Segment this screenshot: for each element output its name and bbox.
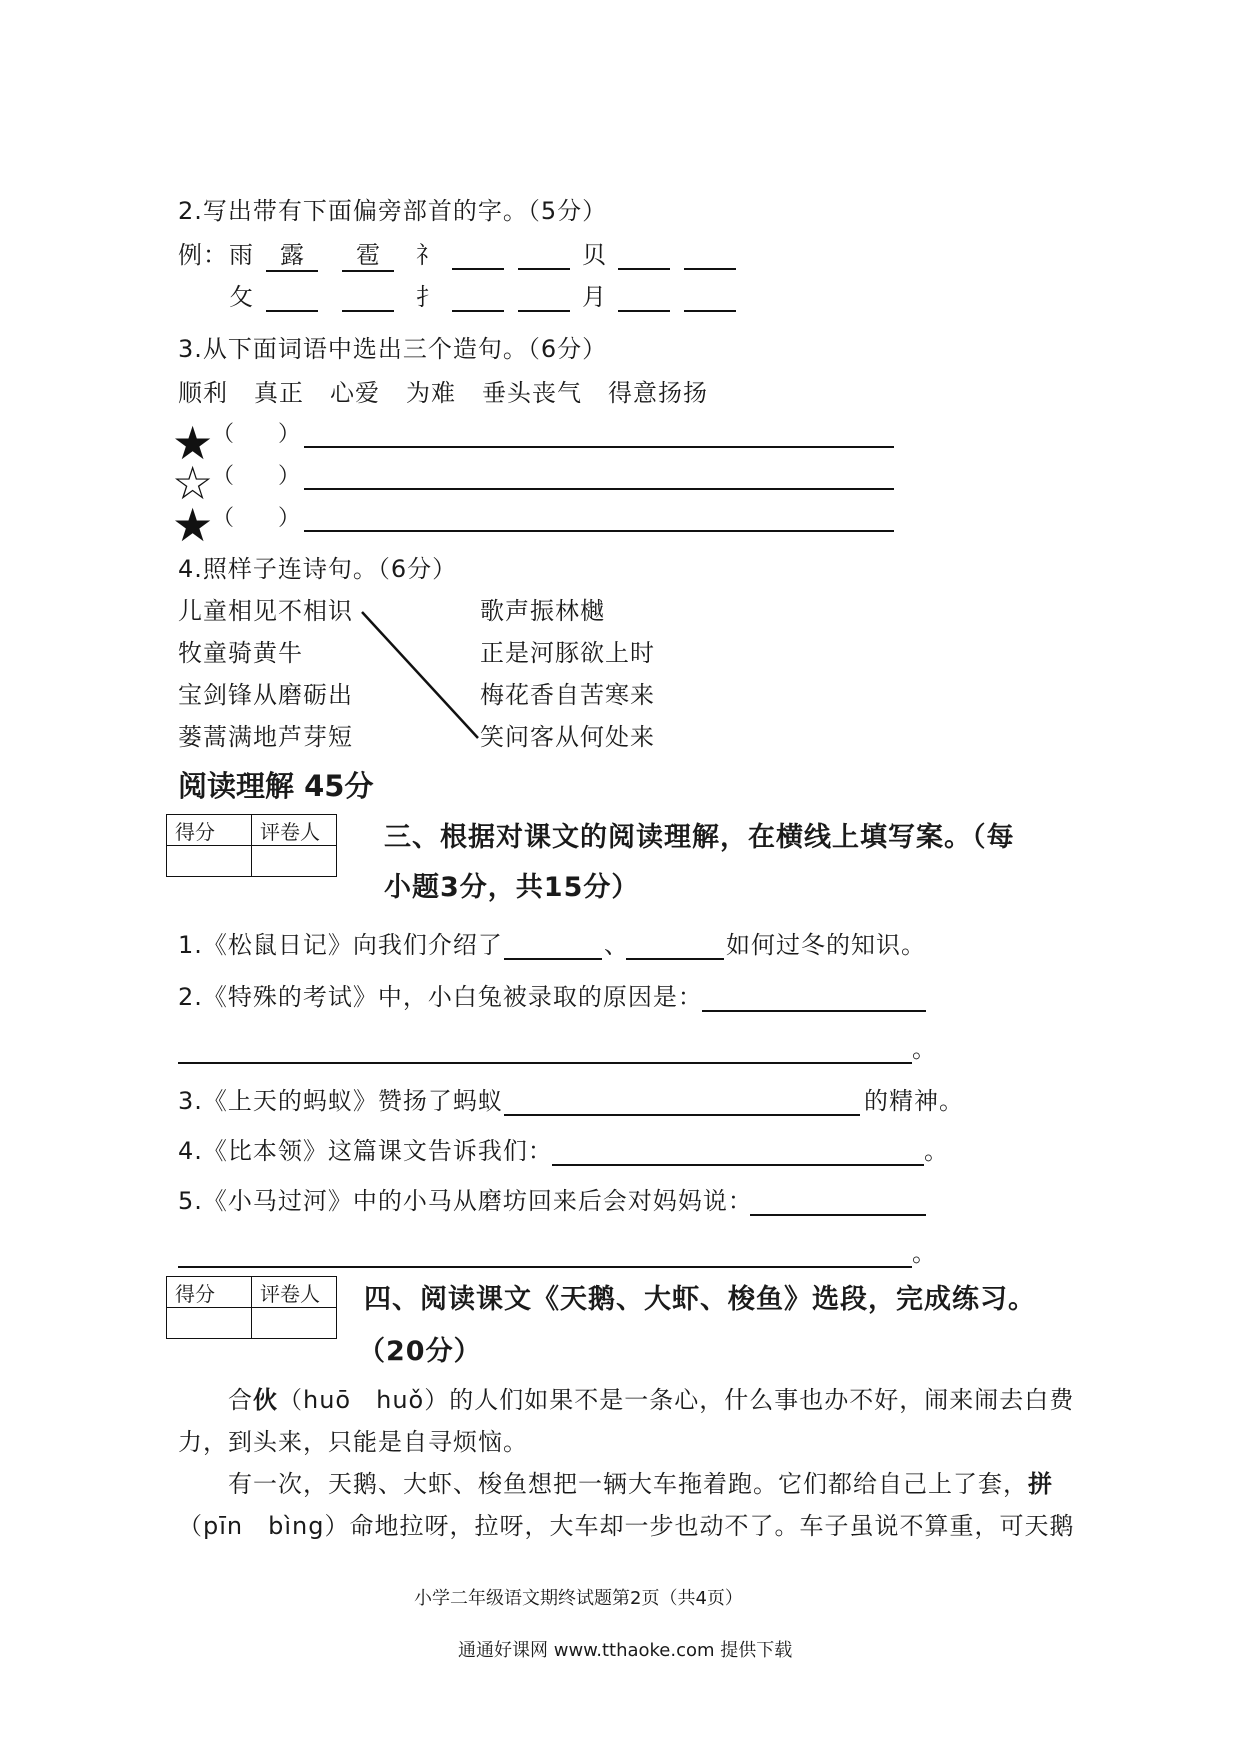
section-3-heading-line-2: 小题3分，共15分） — [384, 872, 640, 903]
score-cell[interactable] — [167, 1308, 252, 1339]
passage-line-3-pre: 有一次，天鹅、大虾、梭鱼想把一辆大车拖着跑。它们都给自己上了套， — [228, 1470, 1028, 1498]
section-3-heading-line-1: 三、根据对课文的阅读理解，在横线上填写案。（每 — [384, 822, 1015, 853]
q4-right-2[interactable]: 正是河豚欲上时 — [480, 639, 655, 667]
score-box-section-4 — [166, 1276, 337, 1339]
q4-title: 4.照样子连诗句。（6分） — [178, 555, 458, 583]
s3-q2-text: 2.《特殊的考试》中，小白兔被录取的原因是： — [178, 983, 703, 1011]
section-4-heading-line-2: （20分） — [358, 1336, 482, 1367]
q4-left-1[interactable]: 儿童相见不相识 — [178, 597, 353, 625]
s3-q5-blank-1[interactable] — [750, 1214, 926, 1216]
s3-q1-blank-1[interactable] — [504, 958, 602, 960]
q4-left-4[interactable]: 蒌蒿满地芦芽短 — [178, 723, 353, 751]
q2-radical-bei: 贝 — [582, 241, 607, 269]
s3-q1-text-a: 1.《松鼠日记》向我们介绍了 — [178, 931, 503, 959]
source-footer: 通通好课网 www.tthaoke.com 提供下载 — [458, 1640, 793, 1661]
s3-q2-blank-1[interactable] — [702, 1010, 926, 1012]
q2-radical-shou: 扌 — [416, 283, 441, 311]
passage-line-3 — [228, 1464, 1053, 1504]
q4-left-3[interactable]: 宝剑锋从磨砺出 — [178, 681, 353, 709]
q3-paren-3[interactable]: （ ） — [212, 506, 301, 531]
q4-example-connector-line — [0, 0, 1240, 800]
score-label: 得分 — [167, 815, 252, 846]
q3-word-5: 垂头丧气 — [482, 379, 582, 407]
s3-q1-sep: 、 — [604, 931, 629, 959]
grader-label: 评卷人 — [252, 1277, 337, 1308]
q2-title: 2.写出带有下面偏旁部首的字。（5分） — [178, 197, 608, 225]
s3-q1-text-b: 如何过冬的知识。 — [726, 931, 926, 959]
s3-q5-period: 。 — [912, 1239, 937, 1267]
star-filled-icon: ★ — [172, 498, 214, 552]
grader-cell[interactable] — [252, 1308, 337, 1339]
passage-line-4: （pīn bìng）命地拉呀，拉呀，大车却一步也动不了。车子虽说不算重，可天鹅 — [178, 1512, 1075, 1540]
q3-word-4: 为难 — [406, 379, 456, 407]
star-filled-icon: ★ — [172, 416, 214, 470]
grader-cell[interactable] — [252, 846, 337, 877]
q2-example-answer-1: 露 — [266, 240, 318, 272]
passage-line-1-post: （huō huǒ）的人们如果不是一条心，什么事也办不好，闹来闹去白费 — [278, 1386, 1075, 1414]
grader-label: 评卷人 — [252, 815, 337, 846]
q3-word-6: 得意扬扬 — [608, 379, 708, 407]
reading-section-title: 阅读理解 45分 — [178, 769, 374, 803]
s3-q3-blank[interactable] — [504, 1114, 860, 1116]
passage-bold-char-pin: 拼 — [1028, 1470, 1053, 1498]
q3-word-2: 真正 — [254, 379, 304, 407]
section-4-heading-line-1: 四、阅读课文《天鹅、大虾、梭鱼》选段，完成练习。 — [364, 1284, 1036, 1315]
s3-q1-blank-2[interactable] — [626, 958, 724, 960]
q4-right-4[interactable]: 笑问客从何处来 — [480, 723, 655, 751]
passage-bold-char-huo: 伙 — [253, 1386, 278, 1414]
score-cell[interactable] — [167, 846, 252, 877]
star-outline-icon: ☆ — [172, 456, 214, 510]
s3-q3-text-a: 3.《上天的蚂蚁》赞扬了蚂蚁 — [178, 1087, 503, 1115]
s3-q3-text-b: 的精神。 — [864, 1087, 964, 1115]
passage-line-1-pre: 合 — [228, 1386, 253, 1414]
q3-word-3: 心爱 — [330, 379, 380, 407]
score-label: 得分 — [167, 1277, 252, 1308]
s3-q4-text: 4.《比本领》这篇课文告诉我们： — [178, 1137, 553, 1165]
s3-q4-blank[interactable] — [552, 1164, 924, 1166]
q2-radical-yue: 月 — [582, 283, 607, 311]
q3-paren-2[interactable]: （ ） — [212, 464, 301, 489]
q2-radical-shi: 礻 — [416, 241, 441, 269]
s3-q2-blank-2[interactable] — [178, 1062, 912, 1064]
q2-example-label: 例： — [178, 241, 228, 269]
q3-title: 3.从下面词语中选出三个造句。（6分） — [178, 335, 608, 363]
q3-paren-1[interactable]: （ ） — [212, 422, 301, 447]
q3-word-1: 顺利 — [178, 379, 228, 407]
s3-q5-text: 5.《小马过河》中的小马从磨坊回来后会对妈妈说： — [178, 1187, 753, 1215]
q2-radical-pu: 攵 — [229, 283, 254, 311]
q2-radical-yu: 雨 — [229, 241, 254, 269]
s3-q4-period: 。 — [924, 1137, 949, 1165]
q4-right-1[interactable]: 歌声振林樾 — [480, 597, 605, 625]
passage-line-1 — [228, 1380, 1074, 1420]
s3-q2-period: 。 — [912, 1035, 937, 1063]
q4-right-3[interactable]: 梅花香自苦寒来 — [480, 681, 655, 709]
s3-q5-blank-2[interactable] — [178, 1266, 912, 1268]
passage-line-2: 力，到头来，只能是自寻烦恼。 — [178, 1428, 528, 1456]
page-footer: 小学二年级语文期终试题第2页（共4页） — [414, 1588, 743, 1609]
score-box-section-3 — [166, 814, 337, 877]
q4-left-2[interactable]: 牧童骑黄牛 — [178, 639, 303, 667]
q2-example-answer-2: 雹 — [342, 240, 394, 272]
